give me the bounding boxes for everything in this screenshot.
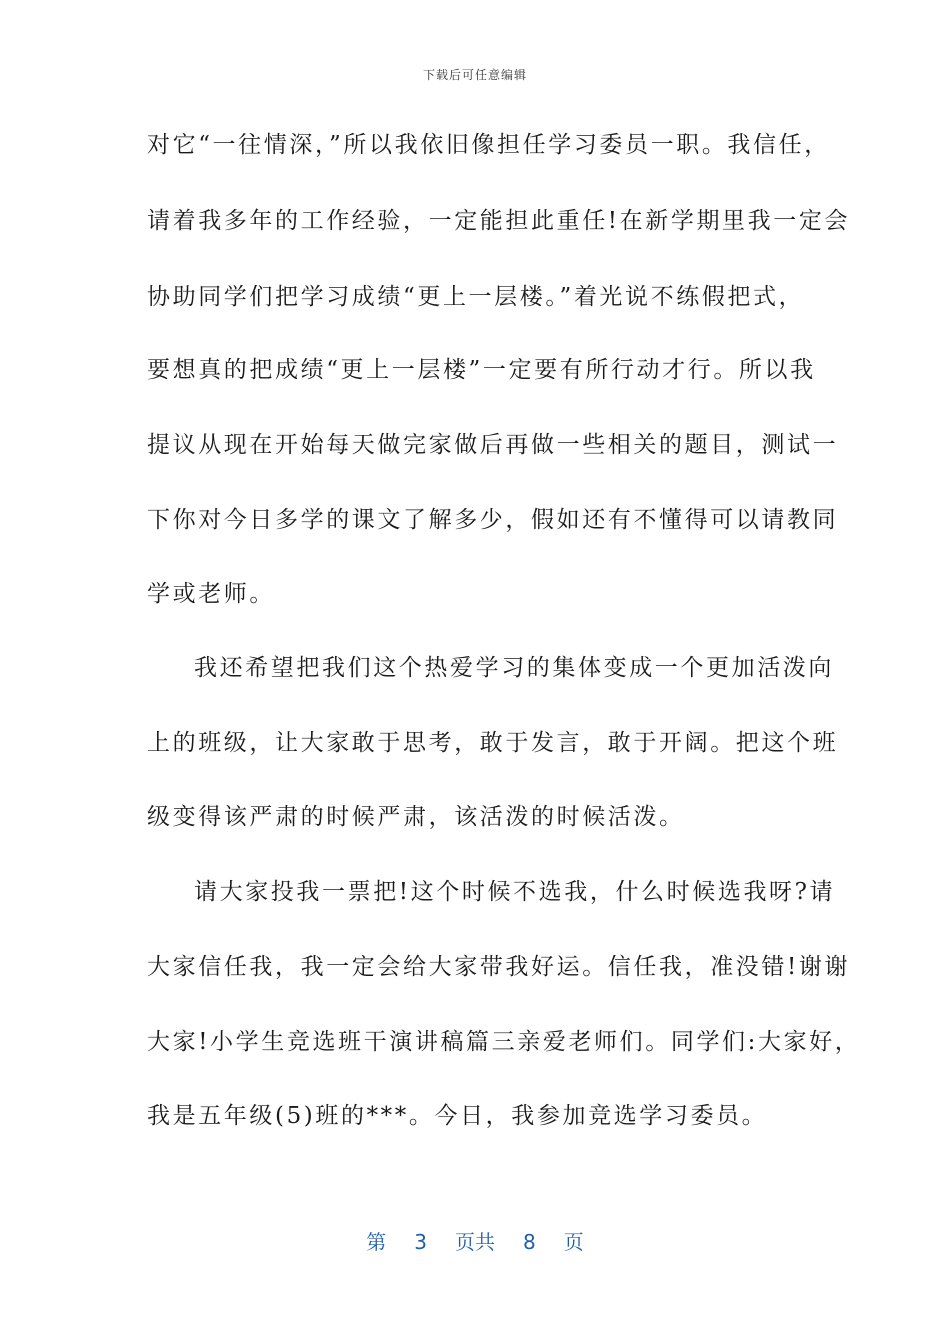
total-pages-number: 8 bbox=[523, 1230, 536, 1254]
page-header: 下载后可任意编辑 bbox=[422, 68, 527, 82]
body-line: 请着我多年的工作经验，一定能担此重任!在新学期里我一定会 bbox=[147, 208, 851, 234]
body-line: 级变得该严肃的时候严肃，该活泼的时候活泼。 bbox=[147, 804, 685, 830]
paragraph-start-line: 我还希望把我们这个热爱学习的集体变成一个更加活泼向 bbox=[194, 655, 834, 681]
body-line: 大家!小学生竞选班干演讲稿篇三亲爱老师们。同学们:大家好， bbox=[147, 1029, 861, 1055]
body-line: 要想真的把成绩“更上一层楼”一定要有所行动才行。所以我 bbox=[147, 357, 816, 383]
page-label-middle: 页共 bbox=[455, 1230, 495, 1254]
current-page-number: 3 bbox=[414, 1230, 427, 1254]
body-line: 协助同学们把学习成绩“更上一层楼。”着光说不练假把式， bbox=[147, 284, 805, 310]
body-line: 大家信任我，我一定会给大家带我好运。信任我，准没错!谢谢 bbox=[147, 954, 851, 980]
body-line: 下你对今日多学的课文了解多少，假如还有不懂得可以请教同 bbox=[147, 507, 839, 533]
body-line: 学或老师。 bbox=[147, 581, 275, 607]
body-line: 提议从现在开始每天做完家做后再做一些相关的题目，测试一 bbox=[147, 432, 839, 458]
page-label-suffix: 页 bbox=[563, 1230, 584, 1254]
body-line: 对它“一往情深，”所以我依旧像担任学习委员一职。我信任， bbox=[147, 132, 830, 158]
page-label-prefix: 第 bbox=[366, 1230, 387, 1254]
paragraph-start-line: 请大家投我一票把!这个时候不选我，什么时候选我呀?请 bbox=[194, 879, 836, 905]
body-line: 我是五年级(5)班的***。今日，我参加竞选学习委员。 bbox=[147, 1103, 768, 1129]
body-line: 上的班级，让大家敢于思考，敢于发言，敢于开阔。把这个班 bbox=[147, 730, 839, 756]
page-footer bbox=[0, 1226, 950, 1255]
